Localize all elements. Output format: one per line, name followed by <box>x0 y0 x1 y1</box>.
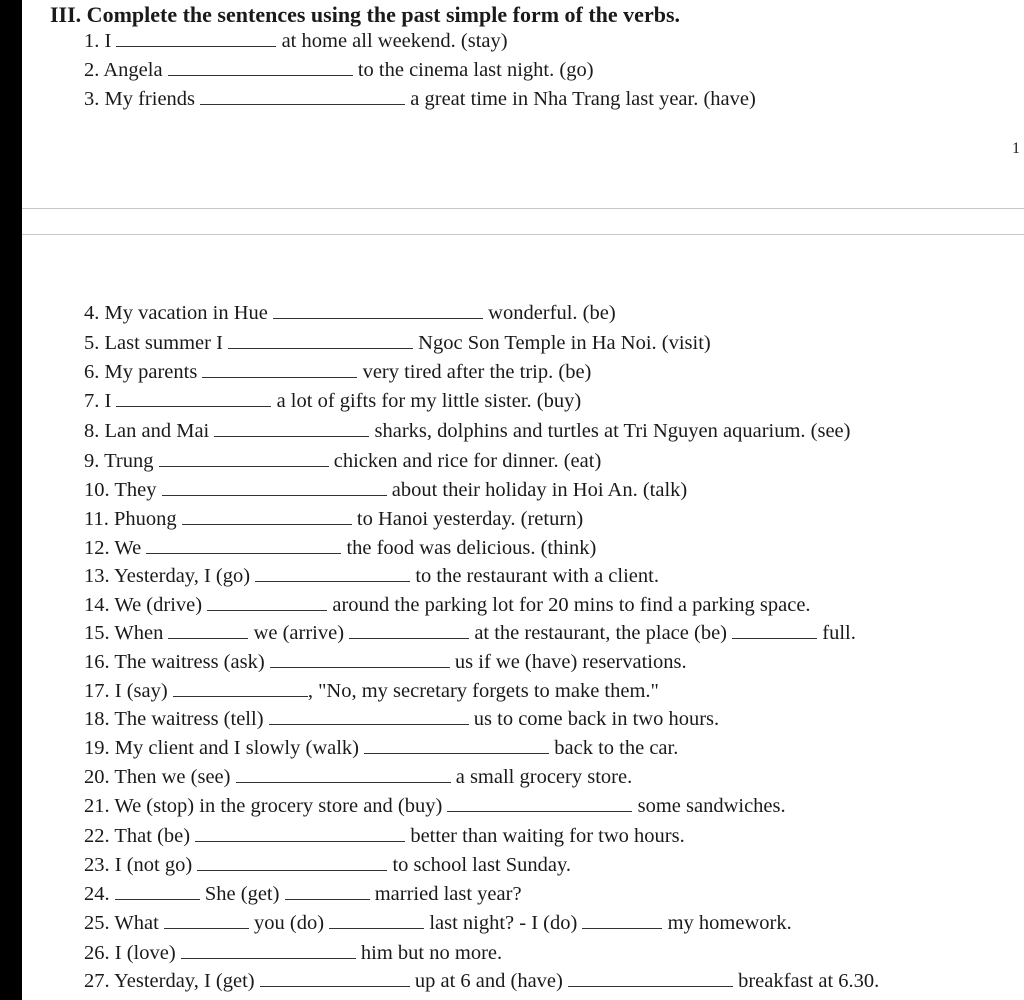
exercise-item-9 <box>84 448 601 474</box>
answer-blank[interactable] <box>168 621 248 639</box>
exercise-item-26 <box>84 940 502 966</box>
exercise-item-12 <box>84 535 596 561</box>
item-text: at home all weekend. (stay) <box>276 30 508 52</box>
item-text: last night? - I (do) <box>424 912 583 934</box>
item-text: 23. I (not go) <box>84 854 198 876</box>
item-text: up at 6 and (have) <box>409 970 568 992</box>
item-text: some sandwiches. <box>632 795 786 817</box>
item-text: 22. That (be) <box>84 825 196 847</box>
item-text: the food was delicious. (think) <box>341 537 597 559</box>
item-text: married last year? <box>369 883 522 905</box>
item-text: full. <box>817 622 856 644</box>
item-text: about their holiday in Hoi An. (talk) <box>386 479 688 501</box>
answer-blank[interactable] <box>236 765 451 783</box>
answer-blank[interactable] <box>349 621 469 639</box>
item-text: She (get) <box>199 883 285 905</box>
item-text: we (arrive) <box>248 622 350 644</box>
answer-blank[interactable] <box>568 969 733 987</box>
exercise-item-18 <box>84 706 719 732</box>
item-text: to the cinema last night. (go) <box>352 59 594 81</box>
item-text: 2. Angela <box>84 59 168 81</box>
answer-blank[interactable] <box>270 650 450 668</box>
item-text: 14. We (drive) <box>84 594 208 616</box>
item-text: back to the car. <box>549 737 679 759</box>
exercise-item-25 <box>84 910 792 936</box>
item-text: 20. Then we (see) <box>84 766 236 788</box>
item-text: 26. I (love) <box>84 942 181 964</box>
answer-blank[interactable] <box>115 882 200 900</box>
item-text: a great time in Nha Trang last year. (have) <box>405 88 756 110</box>
exercise-item-23 <box>84 852 571 878</box>
item-text: 17. I (say) <box>84 680 173 702</box>
item-text: , "No, my secretary forgets to make them." <box>307 680 659 702</box>
item-text: 6. My parents <box>84 361 203 383</box>
item-text: 9. Trung <box>84 450 159 472</box>
answer-blank[interactable] <box>168 58 353 76</box>
exercise-item-22 <box>84 823 685 849</box>
answer-blank[interactable] <box>197 853 387 871</box>
answer-blank[interactable] <box>255 564 410 582</box>
item-text: 12. We <box>84 537 147 559</box>
answer-blank[interactable] <box>146 536 341 554</box>
item-text: him but no more. <box>355 942 503 964</box>
answer-blank[interactable] <box>269 707 469 725</box>
answer-blank[interactable] <box>364 736 549 754</box>
exercise-item-4 <box>84 300 616 326</box>
item-text: 10. They <box>84 479 162 501</box>
item-text: wonderful. (be) <box>483 302 616 324</box>
exercise-item-5 <box>84 330 711 356</box>
answer-blank[interactable] <box>273 301 483 319</box>
item-text: 3. My friends <box>84 88 201 110</box>
item-text: 13. Yesterday, I (go) <box>84 565 256 587</box>
exercise-item-15 <box>84 620 856 646</box>
answer-blank[interactable] <box>159 449 329 467</box>
item-text: 18. The waitress (tell) <box>84 708 269 730</box>
answer-blank[interactable] <box>116 389 271 407</box>
answer-blank[interactable] <box>582 911 662 929</box>
item-text: 21. We (stop) in the grocery store and (buy) <box>84 795 448 817</box>
item-text: a small grocery store. <box>450 766 633 788</box>
page-number: 1 <box>1012 140 1020 157</box>
item-text: us if we (have) reservations. <box>449 651 687 673</box>
exercise-item-17 <box>84 678 659 704</box>
exercise-item-16 <box>84 649 687 675</box>
exercise-item-13 <box>84 563 659 589</box>
answer-blank[interactable] <box>116 29 276 47</box>
item-text: 15. When <box>84 622 169 644</box>
exercise-item-10 <box>84 477 687 503</box>
item-text: us to come back in two hours. <box>468 708 720 730</box>
exercise-item-21 <box>84 793 786 819</box>
item-text: to Hanoi yesterday. (return) <box>351 508 584 530</box>
exercise-item-20 <box>84 764 632 790</box>
item-text: 25. What <box>84 912 164 934</box>
answer-blank[interactable] <box>200 87 405 105</box>
item-text: 7. I <box>84 390 117 412</box>
exercise-item-14 <box>84 592 811 618</box>
exercise-item-19 <box>84 735 678 761</box>
exercise-item-11 <box>84 506 583 532</box>
item-text: you (do) <box>248 912 330 934</box>
item-text: to school last Sunday. <box>387 854 572 876</box>
item-text: very tired after the trip. (be) <box>357 361 592 383</box>
answer-blank[interactable] <box>164 911 249 929</box>
page-break-top <box>22 208 1024 209</box>
item-text: around the parking lot for 20 mins to find a parking space. <box>327 594 811 616</box>
answer-blank[interactable] <box>162 478 387 496</box>
answer-blank[interactable] <box>195 824 405 842</box>
item-text: 8. Lan and Mai <box>84 420 215 442</box>
exercise-item-24 <box>84 881 522 907</box>
item-text: 27. Yesterday, I (get) <box>84 970 260 992</box>
item-text: 11. Phuong <box>84 508 182 530</box>
item-text: to the restaurant with a client. <box>410 565 659 587</box>
exercise-item-8 <box>84 418 850 444</box>
answer-blank[interactable] <box>228 331 413 349</box>
item-text: 5. Last summer I <box>84 332 229 354</box>
item-text: sharks, dolphins and turtles at Tri Nguyen aquarium. (see) <box>369 420 851 442</box>
page-title: III. Complete the sentences using the past simple form of the verbs. <box>50 2 681 27</box>
item-text: at the restaurant, the place (be) <box>469 622 733 644</box>
answer-blank[interactable] <box>173 679 308 697</box>
item-text: 16. The waitress (ask) <box>84 651 270 673</box>
item-text: 24. <box>84 883 115 905</box>
answer-blank[interactable] <box>207 593 327 611</box>
answer-blank[interactable] <box>447 794 632 812</box>
exercise-item-7 <box>84 388 581 414</box>
answer-blank[interactable] <box>732 621 817 639</box>
exercise-item-27 <box>84 968 879 994</box>
exercise-item-3 <box>84 86 756 112</box>
item-text: chicken and rice for dinner. (eat) <box>328 450 602 472</box>
exercise-item-2 <box>84 57 594 83</box>
item-text: my homework. <box>662 912 792 934</box>
item-text: Ngoc Son Temple in Ha Noi. (visit) <box>413 332 711 354</box>
answer-blank[interactable] <box>260 969 410 987</box>
answer-blank[interactable] <box>214 419 369 437</box>
item-text: 4. My vacation in Hue <box>84 302 274 324</box>
answer-blank[interactable] <box>182 507 352 525</box>
item-text: better than waiting for two hours. <box>405 825 685 847</box>
answer-blank[interactable] <box>285 882 370 900</box>
answer-blank[interactable] <box>181 941 356 959</box>
item-text: a lot of gifts for my little sister. (buy) <box>271 390 582 412</box>
exercise-item-1 <box>84 28 508 54</box>
exercise-item-6 <box>84 359 591 385</box>
page-break-bottom <box>22 234 1024 235</box>
left-border <box>0 0 22 1000</box>
item-text: 1. I <box>84 30 117 52</box>
item-text: 19. My client and I slowly (walk) <box>84 737 365 759</box>
answer-blank[interactable] <box>329 911 424 929</box>
answer-blank[interactable] <box>202 360 357 378</box>
item-text: breakfast at 6.30. <box>732 970 880 992</box>
